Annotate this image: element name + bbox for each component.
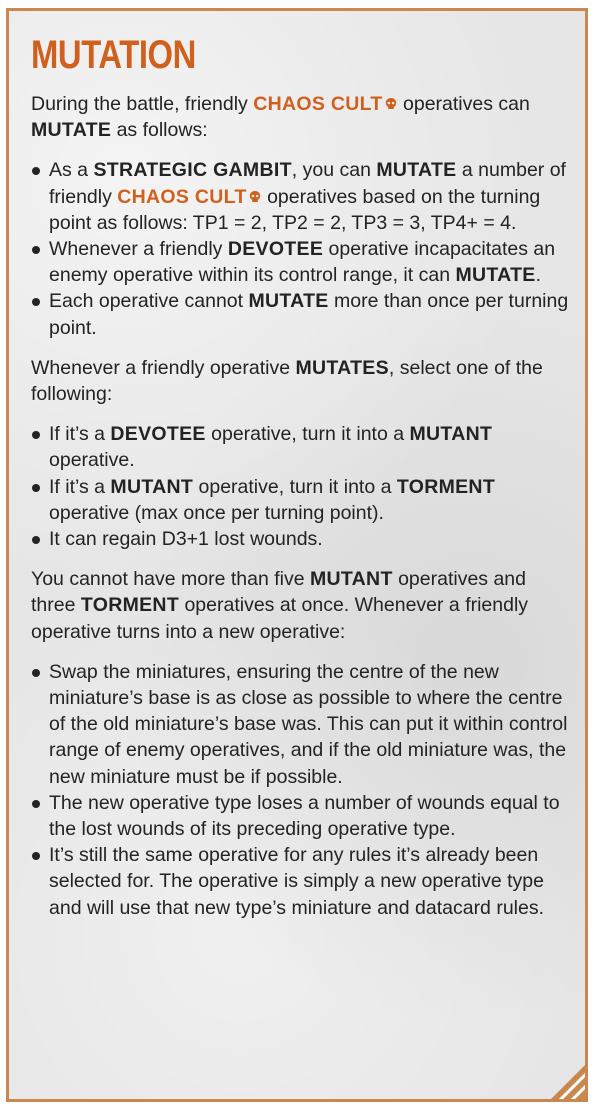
- rule-title: MUTATION: [31, 33, 196, 77]
- mutant-keyword: MUTANT: [409, 423, 493, 446]
- para-text: operatives and three: [31, 568, 526, 617]
- list-item: Swap the miniatures, ensuring the centre of the new miniature’s base is as close as possible to where the centre of the old miniature’s base was. This can put it within control range of enemy operatives, and if the old miniature was, the new miniature must be if possible.: [31, 659, 571, 790]
- item-text: If it’s a: [49, 475, 111, 498]
- list-item: [31, 236, 571, 288]
- chaos-skull-icon: [384, 97, 398, 111]
- list-item: [31, 157, 571, 236]
- chaos-cult-keyword: CHAOS CULT: [117, 185, 247, 208]
- intro-paragraph: [31, 91, 571, 143]
- chaos-skull-icon: [248, 190, 262, 204]
- mutant-keyword: MUTANT: [309, 568, 393, 591]
- rule-content: [31, 33, 571, 935]
- item-text: operative, turn it into a: [193, 475, 397, 498]
- para-text: operatives at once. Whenever a friendly operative turns into a new operative:: [31, 594, 529, 643]
- list-item: [31, 421, 571, 473]
- intro-text-3: as follows:: [111, 119, 208, 142]
- mutate-keyword: MUTATE: [455, 264, 536, 287]
- intro-text-2: operatives can: [397, 93, 530, 115]
- list-item: [31, 526, 571, 552]
- item-text: a number of friendly: [49, 159, 566, 208]
- list-item: [31, 288, 571, 340]
- mutate-keyword: MUTATE: [248, 290, 329, 313]
- item-text: operatives based on the turning point as follows: TP1 = 2, TP2 = 2, TP3 = 3, TP4+ = 4.: [49, 185, 541, 234]
- mutation-options-list: [31, 421, 571, 552]
- devotee-keyword: DEVOTEE: [227, 238, 324, 261]
- list-item: The new operative type loses a number of wounds equal to the lost wounds of its preceding operative type.: [31, 790, 571, 842]
- item-text: Whenever a friendly: [49, 238, 228, 261]
- item-text: Each operative cannot: [49, 290, 249, 313]
- list-item: It’s still the same operative for any rules it’s already been selected for. The operative is simply a new operative type and will use that new type’s miniature and datacard rules.: [31, 842, 571, 921]
- limits-paragraph: [31, 566, 571, 645]
- item-text: operative (max once per turning point).: [49, 501, 384, 524]
- mutate-conditions-list: [31, 157, 571, 340]
- mutant-keyword: MUTANT: [110, 475, 194, 498]
- swap-rules-list: [31, 659, 571, 921]
- mutate-keyword: MUTATE: [376, 159, 457, 182]
- item-text: operative.: [49, 449, 135, 472]
- para-text: Whenever a friendly operative: [31, 356, 296, 379]
- item-text: more than once per turning point.: [49, 290, 569, 339]
- strategic-gambit-keyword: STRATEGIC GAMBIT: [93, 159, 292, 182]
- para-text: You cannot have more than five: [31, 568, 310, 591]
- item-text: It can regain D3+1 lost wounds.: [49, 528, 323, 551]
- torment-keyword: TORMENT: [396, 475, 496, 498]
- item-text: operative, turn it into a: [205, 423, 410, 446]
- para-text: , select one of the following:: [31, 356, 543, 406]
- chaos-cult-keyword: CHAOS CULT: [253, 93, 383, 115]
- item-text: , you can: [291, 159, 377, 182]
- mutates-keyword: MUTATES: [295, 356, 389, 379]
- mutates-paragraph: [31, 355, 571, 407]
- rule-card: [6, 8, 588, 1102]
- item-text: operative incapacitates an enemy operative within its control range, it can: [49, 238, 556, 287]
- item-text: If it’s a: [49, 423, 111, 446]
- mutate-keyword: MUTATE: [31, 119, 112, 142]
- torment-keyword: TORMENT: [80, 594, 180, 617]
- corner-ornament: [548, 1062, 588, 1102]
- item-text: As a: [49, 159, 94, 182]
- list-item: [31, 474, 571, 526]
- intro-text-1: During the battle, friendly: [31, 93, 254, 115]
- item-text: .: [535, 264, 542, 287]
- devotee-keyword: DEVOTEE: [110, 423, 206, 446]
